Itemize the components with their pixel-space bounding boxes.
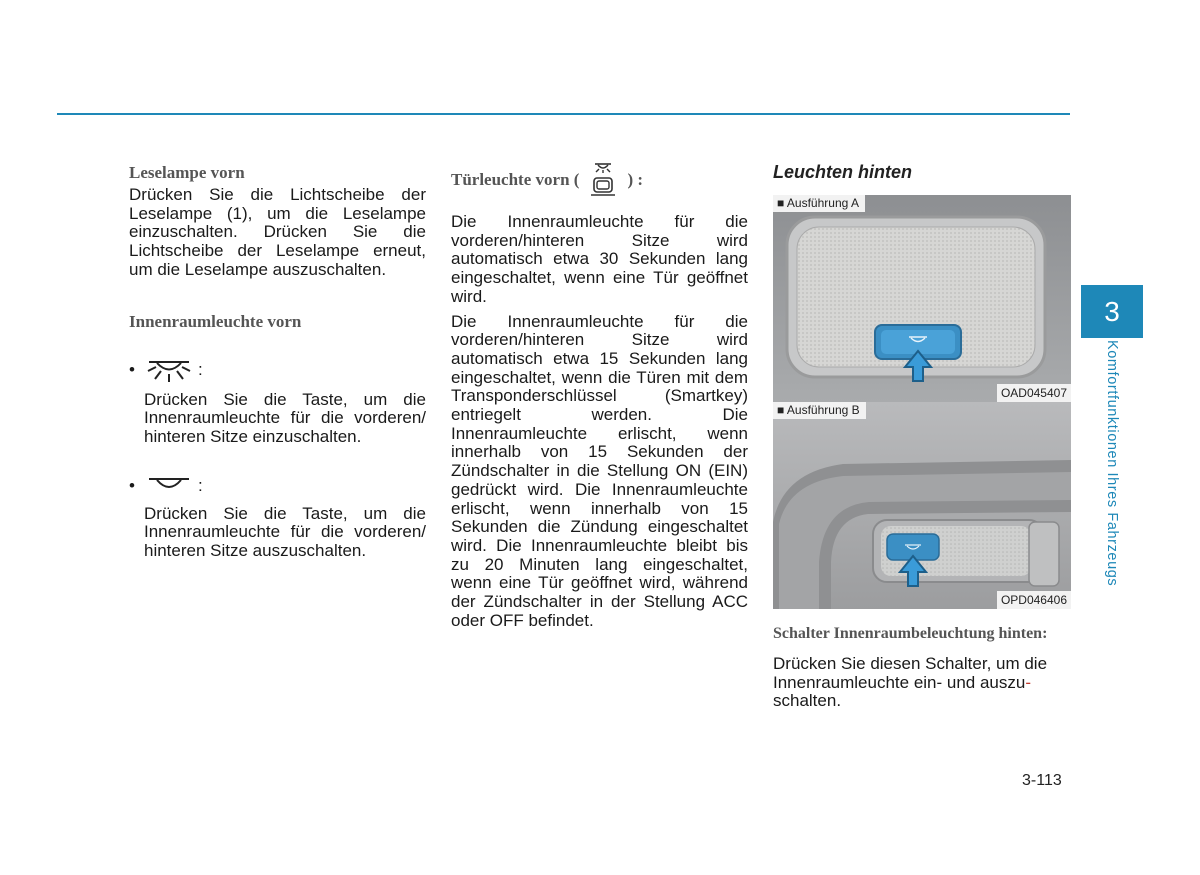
rear-light-photo-b	[773, 402, 1071, 609]
heading-innenraumleuchte: Innenraumleuchte vorn	[129, 311, 302, 331]
interior-light-off-icon	[144, 474, 194, 498]
para-tuerleuchte-2: Die Innenraumleuchte für die vorderen/hinteren Sitze wird automatisch etwa 15 Sekunden lang eingeschaltet, wenn die Türen mit dem Transponderschlüssel (Smartkey) entriegelt werden. Die Innenraumleuchte erlischt, wenn innerhalb von 15 Sekunden der Zündschalter in die Stellung ON (EIN) gedrückt wird. Die Innenraumleuchte erlischt, wenn innerhalb von 15 Sekunden die Zündung eingeschaltet wird. Die Innenraumleuchte bleibt bis zu 20 Minuten lang eingeschaltet, wenn eine Tür geöffnet wird, während der Zündschalter in der Stellung ACC oder OFF befindet.	[451, 311, 748, 630]
bullet-light-off: • : Drücken Sie die Taste, um die Innenraumleuchte für die vorderen/ hinteren Sitze auszuschalten.	[129, 475, 426, 561]
para-schalter-hinten: Drücken Sie diesen Schalter, um die Innenraumleuchte ein- und auszu- schalten.	[773, 654, 1048, 711]
para-tuerleuchte-1: Die Innenraumleuchte für die vorderen/hinteren Sitze wird automatisch etwa 30 Sekunden lang eingeschaltet, wenn eine Tür geöffnet wird.	[451, 212, 748, 306]
column-middle	[451, 160, 748, 630]
page-number: 3-113	[1022, 772, 1062, 789]
bullet-light-on: • : Drücken Sie die Taste, um die Innenraumleuchte für die vorderen/ hinteren Sitze einzuschalten.	[129, 355, 426, 447]
section-title-leuchten-hinten: Leuchten hinten	[773, 162, 912, 182]
photo-ausfuehrung-a: ■ Ausführung A OAD045407	[773, 195, 1071, 402]
door-light-icon	[581, 160, 625, 198]
top-rule	[57, 113, 1070, 115]
bullet-light-off-text: Drücken Sie die Taste, um die Innenraumleuchte für die vorderen/ hinteren Sitze auszuschalten.	[144, 503, 426, 561]
chapter-title: Komfortfunktionen Ihres Fahrzeugs	[1104, 340, 1120, 587]
heading-tuerleuchte: Türleuchte vorn ( ) :	[451, 160, 748, 198]
photo-ausfuehrung-b: ■ Ausführung B OPD046406	[773, 402, 1071, 609]
heading-schalter-hinten: Schalter Innenraumbeleuchtung hinten:	[773, 625, 1048, 642]
interior-light-on-icon	[144, 356, 194, 384]
column-left	[129, 160, 426, 561]
para-leselampe: Drücken Sie die Lichtscheibe der Leselampe (1), um die Leselampe einzuschalten. Drücken Sie die Lichtscheibe der Leselampe erneut, um die Leselampe auszuschalten.	[129, 185, 426, 279]
column-right	[773, 160, 1071, 711]
rear-light-photo-a	[773, 195, 1071, 402]
chapter-tab: 3	[1081, 285, 1143, 338]
heading-leselampe: Leselampe vorn	[129, 163, 245, 182]
bullet-light-on-text: Drücken Sie die Taste, um die Innenraumleuchte für die vorderen/ hinteren Sitze einzuschalten.	[144, 389, 426, 446]
